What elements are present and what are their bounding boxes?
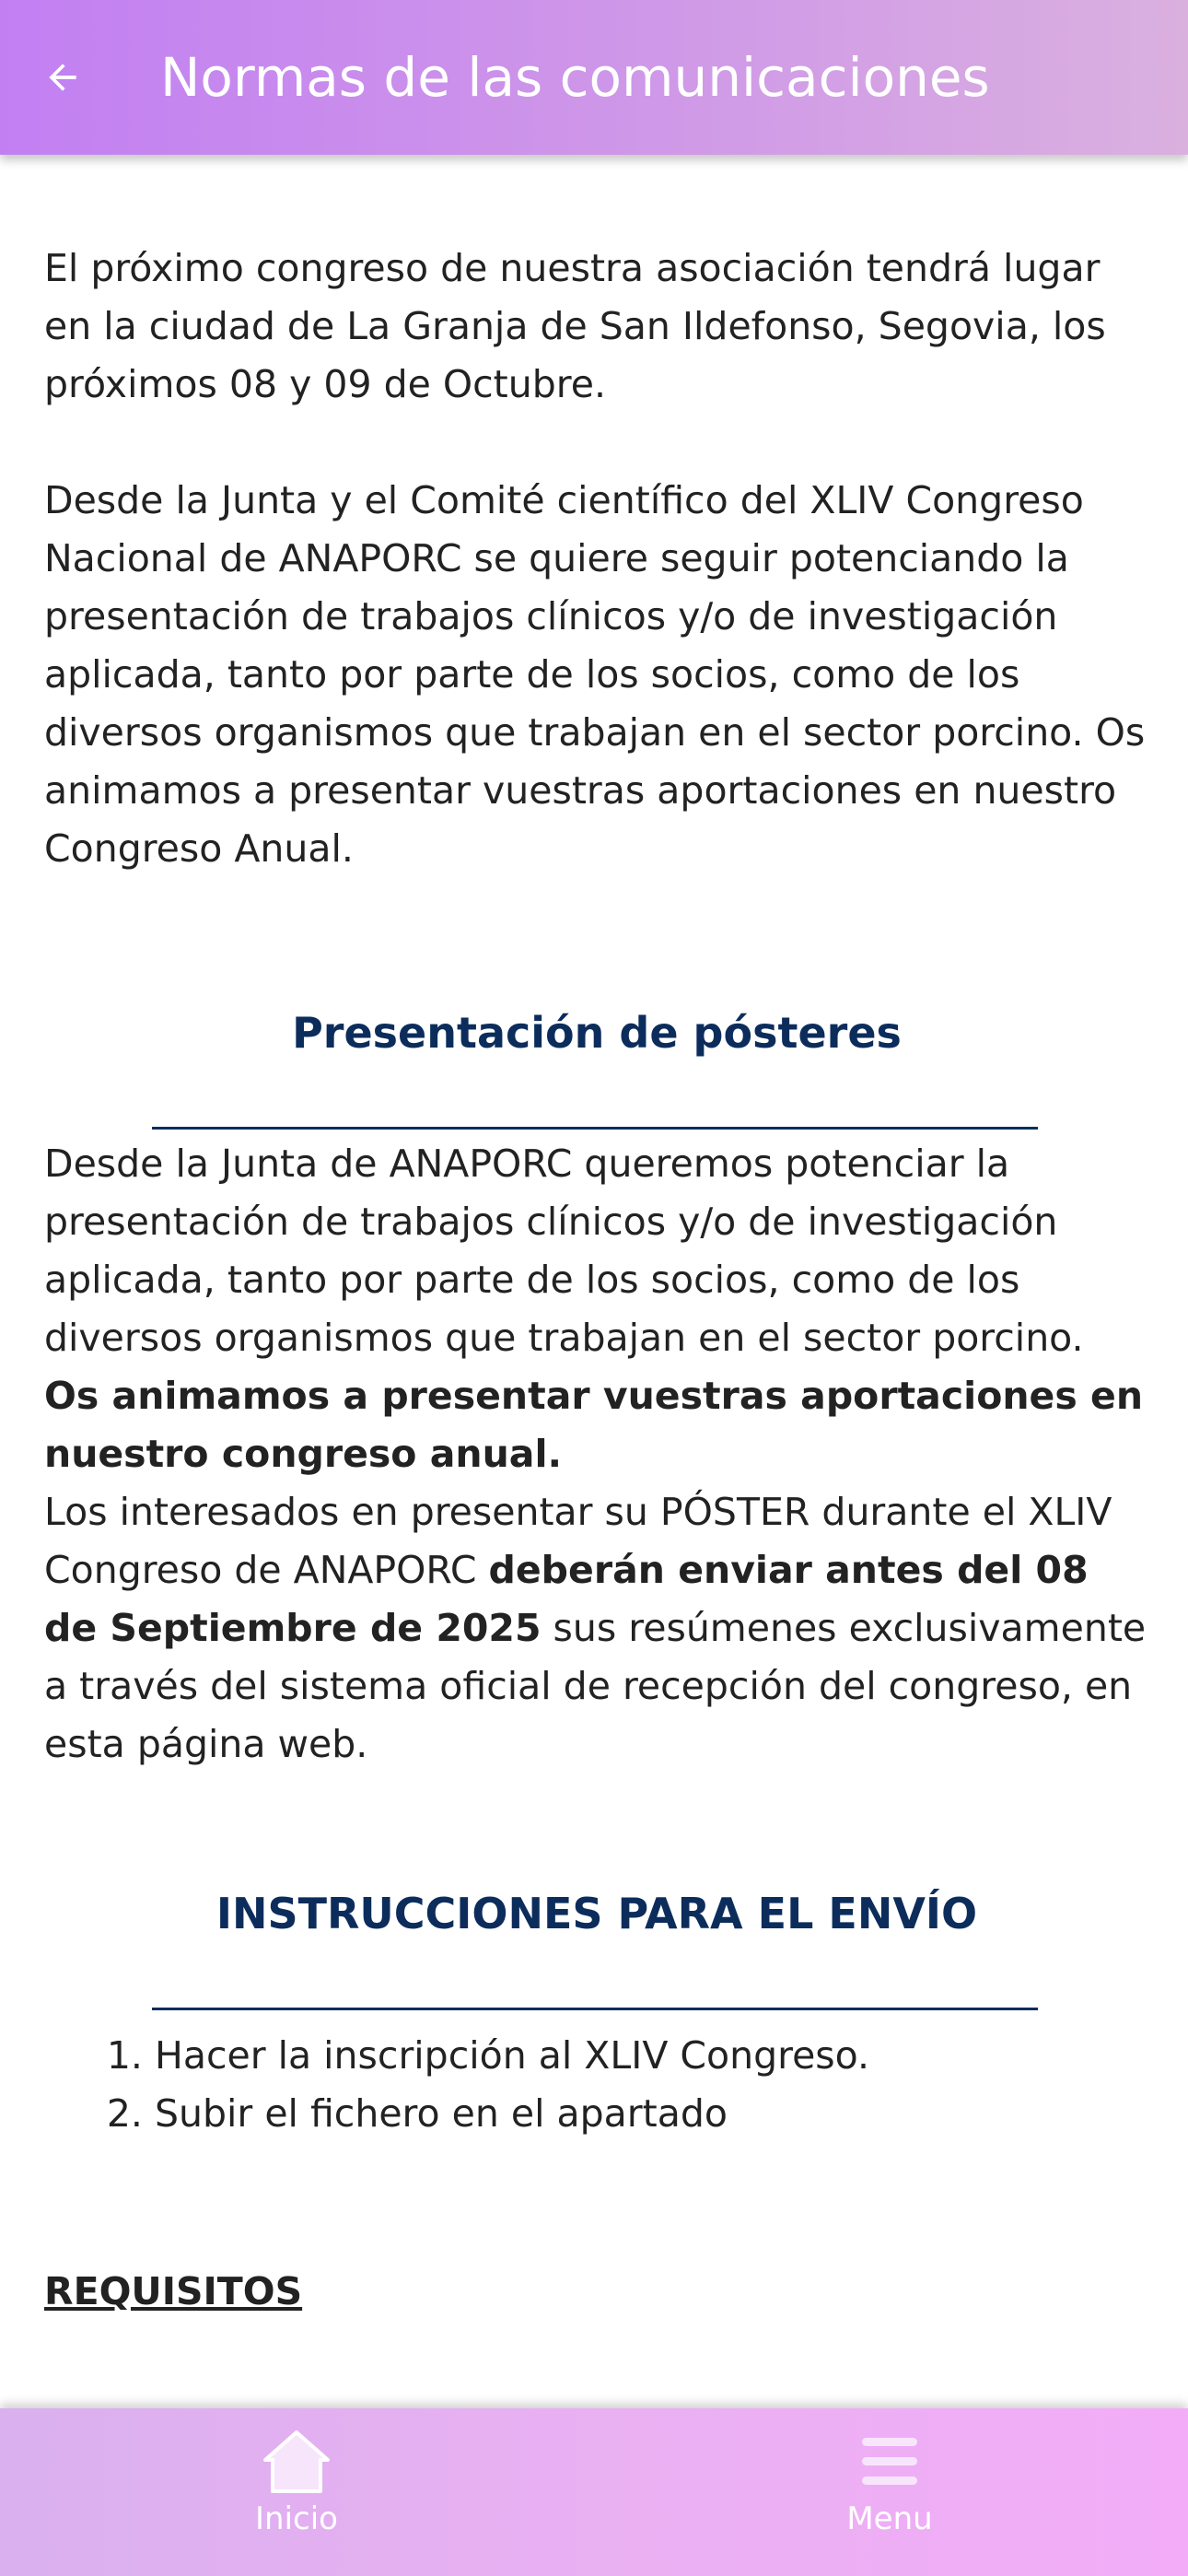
arrow-left-icon xyxy=(42,57,83,98)
requirements-heading: REQUISITOS xyxy=(44,2269,303,2313)
instructions-list xyxy=(44,2027,1149,2143)
posters-text-3: sus resúmenes exclusivamente a través del sistema oficial de recepción del congreso, en esta página web. xyxy=(44,1606,1147,1766)
list-item: 1. Hacer la inscripción al XLIV Congreso. xyxy=(155,2027,1149,2085)
hamburger-menu-icon xyxy=(860,2429,919,2495)
home-icon xyxy=(262,2429,332,2495)
posters-section-title: Presentación de pósteres xyxy=(292,1008,902,1058)
bottom-navigation xyxy=(0,2408,1188,2576)
section-divider xyxy=(152,2008,1038,2010)
posters-text-1: Desde la Junta de ANAPORC queremos potenciar la presentación de trabajos clínicos y/o de investigación aplicada, tanto por parte de los socios, como de los diversos organismos que trabajan en el sector porcino. xyxy=(44,1142,1084,1360)
posters-text-2: Los interesados en presentar su PÓSTER durante el XLIV Congreso de ANAPORC xyxy=(44,1490,1112,1592)
posters-deadline-paragraph xyxy=(44,1483,1149,1774)
instructions-section-title: INSTRUCCIONES PARA EL ENVÍO xyxy=(215,1889,978,1938)
posters-paragraph xyxy=(44,1135,1149,1483)
intro-paragraph-2: Desde la Junta y el Comité científico del XLIV Congreso Nacional de ANAPORC se quiere seguir potenciando la presentación de trabajos clínicos y/o de investigación aplicada, tanto por parte de los socios, como de los diversos organismos que trabajan en el sector porcino. Os animamos a presentar vuestras aportaciones en nuestro Congreso Anual. xyxy=(44,478,1146,871)
page-title: Normas de las comunicaciones xyxy=(160,46,990,109)
back-button[interactable] xyxy=(26,41,99,114)
posters-deadline: deberán enviar antes del 08 de Septiembre de 2025 xyxy=(44,1548,1089,1650)
intro-paragraph-1: El próximo congreso de nuestra asociación tendrá lugar en la ciudad de La Granja de San Ildefonso, Segovia, los próximos 08 y 09 de Octubre. xyxy=(44,246,1106,406)
nav-item-inicio[interactable] xyxy=(158,2429,435,2558)
section-divider xyxy=(152,1127,1038,1130)
app-bar xyxy=(0,0,1188,155)
nav-label-inicio: Inicio xyxy=(255,2500,338,2537)
nav-label-menu: Menu xyxy=(846,2500,933,2537)
posters-emphasis-1: Os animamos a presentar vuestras aportaciones en nuestro congreso anual. xyxy=(44,1374,1144,1476)
nav-item-menu[interactable] xyxy=(751,2429,1028,2558)
list-item: 2. Subir el fichero en el apartado xyxy=(155,2085,1149,2143)
main-content xyxy=(44,240,1149,2321)
